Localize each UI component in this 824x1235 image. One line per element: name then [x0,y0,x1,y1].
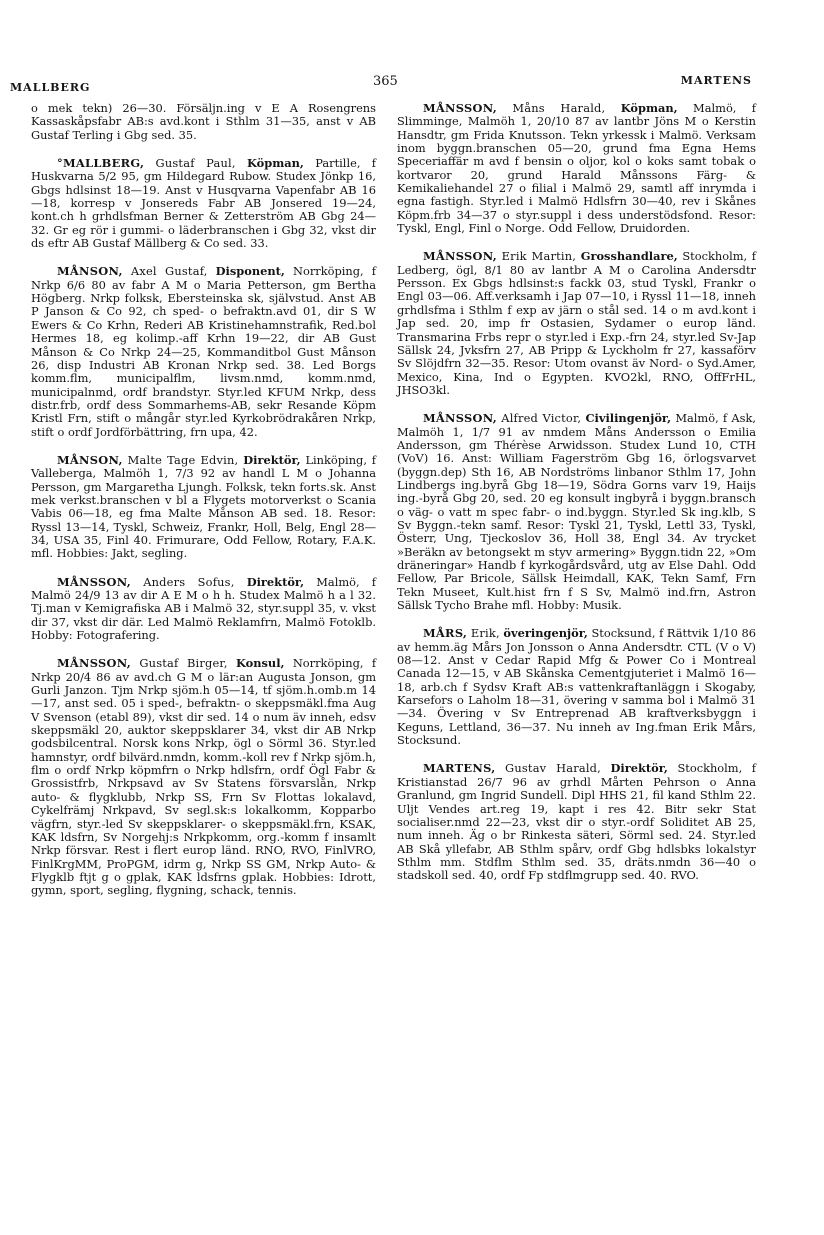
entry-title: överingenjör, [503,626,588,641]
biography-entry [397,762,756,882]
entry-body: o mek tekn) 26—30. Försäljn.ing v E A Rosengrens Kassaskåpsfabr AB:s avd.kont i Sthlm 31—35, anst v AB Gustaf Terling i Gbg sed. 35. [31,101,376,142]
entry-body: Malmö, f Malmö 24/9 13 av dir A E M o h h. Studex Malmö h a l 32. Tj.man v Kemigrafiska AB i Malmö 32, styr.suppl 35, v. vkst dir 37, vkst dir där. Led Malmö Reklamfrn, Malmö Fotoklb. Hobby: Fotografering. [31,574,376,643]
entry-title: Direktör, [610,761,668,776]
entry-title: Grosshandlare, [580,249,678,264]
entry-surname: MÅNSSON, [57,574,132,589]
entry-body: Stocksund, f Rättvik 1/10 86 av hemm.äg Mårs Jon Jonsson o Anna Andersdtr. CTL (V o V) 08—12. Anst v Cedar Rapid Mfg & Power Co i Montreal Canada 12—15, v AB Skånska Cementgjuteriet i Malmö 16—18, arb.ch f Sydsv Kraft AB:s vattenkraftanläggn i Skogaby, Karsefors o Laholm 18—31, övering v samma bol i Malmö 31—34. Övering v Sv Entreprenad AB kraftverksbyggn i Keguns, Lettland, 36—37. Nu inneh av Ing.fman Erik Mårs, Stocksund. [397,626,757,748]
entry-given-names: Gustaf Birger, [139,656,228,671]
entry-given-names: Axel Gustaf, [130,264,208,279]
entry-surname: MÅRS, [423,626,468,641]
entry-body: Stockholm, f Kristianstad 26/7 96 av grhdl Mårten Pehrson o Anna Granlund, gm Ingrid Sundell. Dipl HHS 21, fil kand Sthlm 22. Uljt Vendes art.reg 19, kapt i res 42. Bitr sekr Stat socialiser.nmd 22—23, vkst dir o styr.-ordf Soliditet AB 25, num inneh. Äg o br Rinkesta säteri, Sörml sed. 24. Styr.led AB Skå yllefabr, AB Sthlm spårv, ordf Gbg hdlsbks lokalstyr Sthlm mm. Stdflm Sthlm sed. 35, dräts.nmdn 36—40 o stadskoll sed. 40, ordf Fp stdflmgrupp sed. 40. RVO. [397,761,756,883]
entry-title: Direktör, [243,452,301,467]
entry-given-names: Anders Sofus, [143,574,235,589]
entry-surname: MÅNSSON, [57,656,132,671]
page-number: 365 [373,74,398,89]
entry-surname: MÅNSON, [57,452,123,467]
running-header [0,74,824,98]
entry-given-names: Erik Martin, [501,249,577,264]
entry-title: Civilingenjör, [585,411,672,426]
header-right-name: MARTENS [680,74,752,87]
entry-given-names: Erik, [470,626,500,641]
entry-given-names: Gustav Harald, [505,761,601,776]
biography-entry [397,102,756,235]
entry-body: Linköping, f Valleberga, Malmöh 1, 7/3 92 av handl L M o Johanna Persson, gm Margaretha Ljungh. Folksk, tekn forts.sk. Anst mek verkst.branschen v bl a Flygets motorverkst o Scania Vabis 06—18, eg fma Malte Månson AB sed. 18. Resor: Ryssl 13—14, Tyskl, Schweiz, Frankr, Holl, Belg, Engl 28—34, USA 35, Finl 40. Frimurare, Odd Fellow, Rotary, F.A.K. mfl. Hobbies: Jakt, segling. [31,452,377,561]
entry-body: Norrköping, f Nrkp 20/4 86 av avd.ch G M o lär:an Augusta Jonson, gm Gurli Janzon. Tjm Nrkp sjöm.h 05—14, tf sjöm.h.omb.m 14—17, anst sed. 05 i sped-, befraktn- o skeppsmäkl.fma Aug V Svenson (etabl 89), vkst dir sed. 14 o num äv inneh, edsv skeppsmäkl 20, auktor skeppsklarer 34, vkst dir AB Nrkp godsbilcentral. Norsk kons Nrkp, ögl o Sörml 36. Styr.led hamnstyr, ordf bilvärd.nmdn, komm.-koll rev f Nrkp sjöm.h, flm o ordf Nrkp köpmfrn o Nrkp hdlsfrn, ordf Ögl Fabr & Grossistfrb, Nrkpsavd av Sv Statens försvarslån, Nrkp auto- & flygklubb, Nrkp SS, Frn Sv Flottas lokalavd, Cykelfrämj Nrkpavd, Sv segl.sk:s lokalkomm, Kopparbo vägfrn, styr.-led Sv skeppsklarer- o skeppsmäkl.frn, KSAK, KAK ldsfrn, Sv Norgehj:s Nrkpkomm, org.-komm f insamlt Nrkp försvar. Rest i flert europ länd. RNO, RVO, FinlVRO, FinlKrgMM, ProPGM, idrm g, Nrkp SS GM, Nrkp Auto- & Flygklb ftjt g o gplak, KAK ldsfrns gplak. Hobbies: Idrott, gymn, sport, segling, flygning, schack, tennis. [31,656,377,898]
entry-surname: °MALLBERG, [57,156,145,171]
entry-title: Disponent, [215,264,285,279]
entry-body: Malmö, f Ask, Malmöh 1, 1/7 91 av nmdem Måns Andersson o Emilia Andersson, gm Thérèse Arwidsson. Studex Lund 10, CTH (VoV) 16. Anst: William Fagerström Gbg 16, örlogsvarvet (byggn.dep) Sth 16, AB Nordströms linbanor Sthlm 17, John Lindbergs ing.byrå Gbg 18—19, Södra Gorns varv 19, Haijs ing.-byrå Gbg 20, sed. 20 eg konsult ingbyrå i byggn.bransch o väg- o vatt m spec fabr- o ind.byggn. Styr.led Sk ing.klb, S Sv Byggn.-tekn samf. Resor: Tyskl 21, Tyskl, Lettl 33, Tyskl, Österr, Ung, Tjeckoslov 36, Holl 38, Engl 34. Av trycket »Beräkn av betongsekt m styv armering» Byggn.tidn 22, »Om dräneringar» Handb f kyrkogårdsvård, utg av Else Dahl. Odd Fellow, Par Bricole, Sällsk Heimdall, KAK, Tekn Samf, Frn Tekn Museet, Kult.hist frn f S Sv, Malmö ind.frn, Astron Sällsk Tycho Brahe mfl. Hobby: Musik. [397,411,756,613]
entry-body: Stockholm, f Ledberg, ögl, 8/1 80 av lantbr A M o Carolina Andersdtr Persson. Ex Gbgs hdlsinst:s fackk 03, stud Tyskl, Frankr o Engl 03—06. Aff.verksamh i Jap 07—10, i Ryssl 11—18, inneh grhdlsfma i Sthlm f exp av järn o stål sed. 14 o m avd.kont i Jap sed. 20, imp fr Ostasien, Sydamer o europ länd. Transmarina Frbs repr o styr.led i Exp.-frn 24, styr.led Sv-Jap Sällsk 24, Jvksfrn 27, AB Pripp & Lyckholm fr 27, kassaförv Sv Slöjdfrn 32—35. Resor: Utom ovanst äv Nord- o Syd.Amer, Mexico, Kina, Ind o Egypten. KVO2kl, RNO, OffFrHL, JHSO3kl. [397,249,756,397]
biography-entry [31,157,376,250]
entry-body: Norrköping, f Nrkp 6/6 80 av fabr A M o Maria Petterson, gm Bertha Högberg. Nrkp folksk, Ebersteinska sk, självstud. Anst AB P Janson & Co 92, ch sped- o befraktn.avd 01, dir S W Ewers & Co Krhn, Rederi AB Kristinehamnstrafik, Red.bol Hermes 18, eg kolimp.-aff Krhn 19—22, dir AB Gust Månson & Co Nrkp 24—25, Kommanditbol Gust Månson 26, disp Industri AB Kronan Nrkp sed. 38. Led Borgs komm.flm, municipalflm, livsm.nmd, komm.nmd, municipalnmd, ordf brandstyr. Styr.led KFUM Nrkp, dess distr.frb, ordf dess Sommarhems-AB, sekr Resande Köpm Kristl Frn, stift o mångår styr.led Kyrkobrödrakåren Nrkp, stift o ordf Jordförbättring, frn upa, 42. [31,264,376,439]
biography-entry [31,657,376,897]
entry-surname: MARTENS, [423,761,496,776]
entry-title: Köpman, [246,156,304,171]
entry-given-names: Gustaf Paul, [155,156,236,171]
biography-entry [31,576,376,643]
left-column [31,102,376,913]
entry-title: Direktör, [246,574,305,589]
entry-body: Partille, f Huskvarna 5/2 95, gm Hildegard Rubow. Studex Jönkp 16, Gbgs hdlsinst 18—19. Anst v Husqvarna Vapenfabr AB 16—18, korresp v Jonsereds Fabr AB Jonsered 19—24, kont.ch h grhdlsfman Berner & Zetterström AB Gbg 24—32. Gr eg rör i gummi- o läderbranschen i Gbg 32, vkst dir ds eftr AB Gustaf Mällberg & Co sed. 33. [31,156,376,251]
entry-body: Malmö, f Slimminge, Malmöh 1, 20/10 87 av lantbr Jöns M o Kerstin Hansdtr, gm Frida Knutsson. Tekn yrkessk i Malmö. Verksam inom byggn.branschen 05—20, grund fma Egna Hems Speceriaffär m avd f bensin o oljor, kol o koks samt tobak o kortvaror 20, grund Harald Månssons Färg- & Kemikaliehandel 27 o filial i Malmö 29, samtl aff inrymda i egna fastigh. Styr.led i Malmö Hdlsfrn 30—40, rev i Skånes Köpm.frb 34—37 o styr.suppl i dess understödsfond. Resor: Tyskl, Engl, Finl o Norge. Odd Fellow, Druidorden. [397,101,757,236]
biography-entry [397,627,756,747]
entry-continuation [31,102,376,142]
biography-entry [397,250,756,397]
entry-given-names: Malte Tage Edvin, [127,452,239,467]
entry-given-names: Måns Harald, [512,101,606,115]
biography-entry [397,412,756,612]
biography-entry [31,265,376,438]
entry-surname: MÅNSSON, [423,249,498,264]
header-left-name: MALLBERG [10,81,91,94]
entry-title: Konsul, [235,656,285,671]
entry-surname: MÅNSON, [57,264,123,279]
entry-surname: MÅNSSON, [423,411,498,426]
right-column [397,102,756,898]
biography-entry [31,454,376,561]
entry-given-names: Alfred Victor, [501,411,582,426]
entry-title: Köpman, [620,101,678,115]
entry-surname: MÅNSSON, [423,101,498,115]
